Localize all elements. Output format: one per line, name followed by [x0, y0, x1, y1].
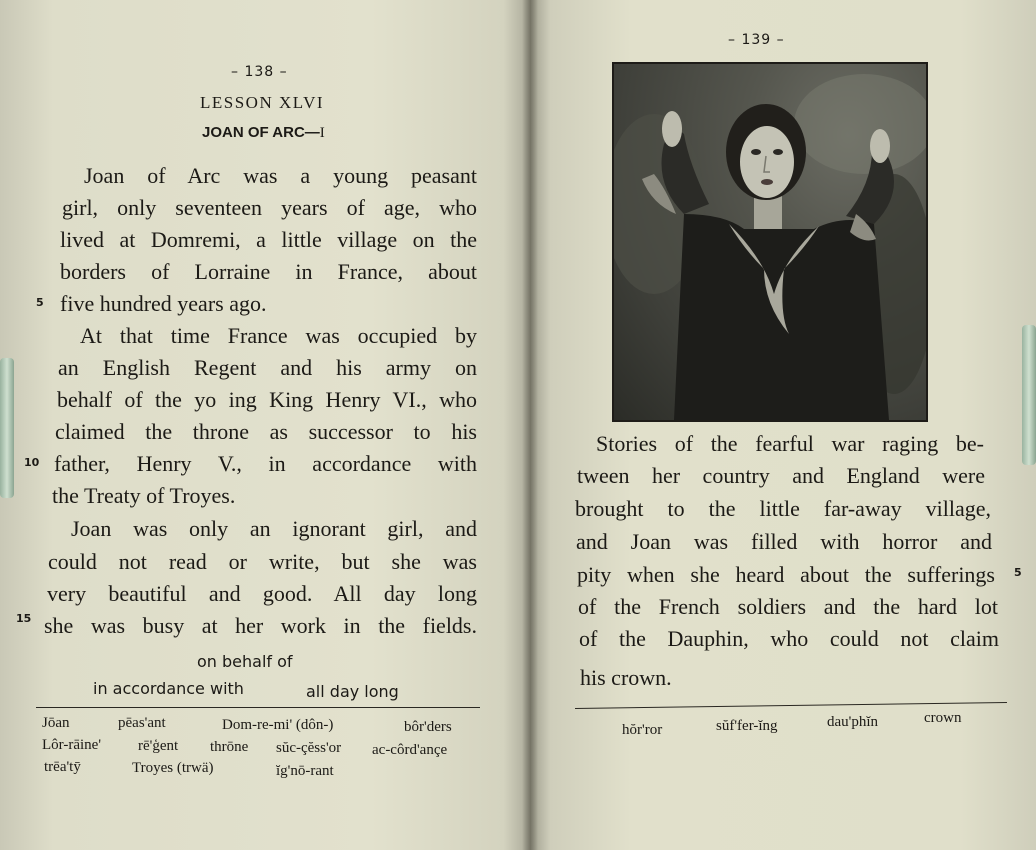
lesson-heading: LESSON XLVI — [200, 93, 325, 112]
divider-rule — [575, 702, 1007, 709]
text-line: his crown. — [580, 665, 672, 690]
text-line: and Joan was filled with horror and — [576, 529, 992, 554]
text-line: pity when she heard about the sufferings — [577, 562, 995, 587]
vocab-word: ac-côrd'ançe — [372, 742, 448, 758]
text-line: of the Dauphin, who could not claim — [579, 626, 999, 651]
text-line: could not read or write, but she was — [48, 549, 477, 574]
phrase: all day long — [306, 682, 399, 701]
vocab-word: sŭc-çĕss'or — [276, 740, 342, 756]
text-line: lived at Domremi, a little village on the — [60, 227, 477, 252]
vocab-word: rē'ģent — [138, 738, 179, 754]
line-number: 5 — [1014, 566, 1022, 579]
book-gutter — [522, 0, 538, 850]
title-main: JOAN OF ARC— — [202, 124, 320, 141]
page-tab-left — [0, 358, 14, 498]
vocab-word: Troyes (trwä) — [132, 760, 214, 776]
vocab-word: trēa'tȳ — [44, 759, 81, 775]
text-line: she was busy at her work in the fields. — [44, 613, 477, 638]
text-line: very beautiful and good. All day long — [47, 581, 477, 606]
page-tab-right — [1022, 325, 1036, 465]
vocab-word: hŏr'ror — [622, 722, 663, 738]
text-line: claimed the throne as successor to his — [55, 419, 477, 444]
line-number: 10 — [24, 456, 40, 469]
vocab-word: crown — [924, 710, 962, 726]
joan-of-arc-illustration — [612, 62, 928, 422]
divider-rule — [36, 707, 480, 708]
text-line: behalf of the yo ing King Henry VI., who — [57, 387, 477, 412]
vocab-word: ĭg'nō-rant — [276, 763, 334, 779]
text-line: girl, only seventeen years of age, who — [62, 195, 477, 220]
text-line: the Treaty of Troyes. — [52, 483, 236, 508]
vocab-word: Dom-re-mi' (dôn-) — [222, 717, 334, 733]
vocab-word: sŭf'fer-ĭng — [716, 718, 778, 734]
text-line: an English Regent and his army on — [58, 355, 477, 380]
text-line: Joan of Arc was a young peasant — [84, 163, 477, 188]
text-line: Stories of the fearful war raging be- — [596, 431, 984, 456]
page-number: – 139 – — [728, 32, 785, 48]
vocab-word: bôr'ders — [404, 719, 452, 735]
page-number: – 138 – — [231, 64, 288, 80]
phrase: on behalf of — [197, 652, 293, 671]
text-line: of the French soldiers and the hard lot — [578, 594, 998, 619]
text-line: brought to the little far-away village, — [575, 496, 991, 521]
text-line: At that time France was occupied by — [80, 323, 477, 348]
text-line: Joan was only an ignorant girl, and — [71, 516, 477, 541]
line-number: 15 — [16, 612, 32, 625]
vocab-word: Jōan — [42, 715, 70, 731]
line-number: 5 — [36, 296, 44, 309]
text-line: tween her country and England were — [577, 463, 985, 488]
title-part: I — [319, 125, 325, 141]
illustration-drawing — [614, 64, 926, 420]
vocab-word: dau'phĭn — [827, 714, 879, 730]
lesson-title — [202, 124, 325, 142]
vocab-word: thrōne — [210, 739, 249, 755]
text-line: five hundred years ago. — [60, 291, 267, 316]
vocab-word: pēas'ant — [118, 715, 166, 731]
right-page — [530, 0, 1036, 850]
vocab-word: Lôr-rāine' — [42, 737, 102, 753]
text-line: father, Henry V., in accordance with — [54, 451, 477, 476]
phrase: in accordance with — [93, 679, 244, 698]
text-line: borders of Lorraine in France, about — [60, 259, 477, 284]
